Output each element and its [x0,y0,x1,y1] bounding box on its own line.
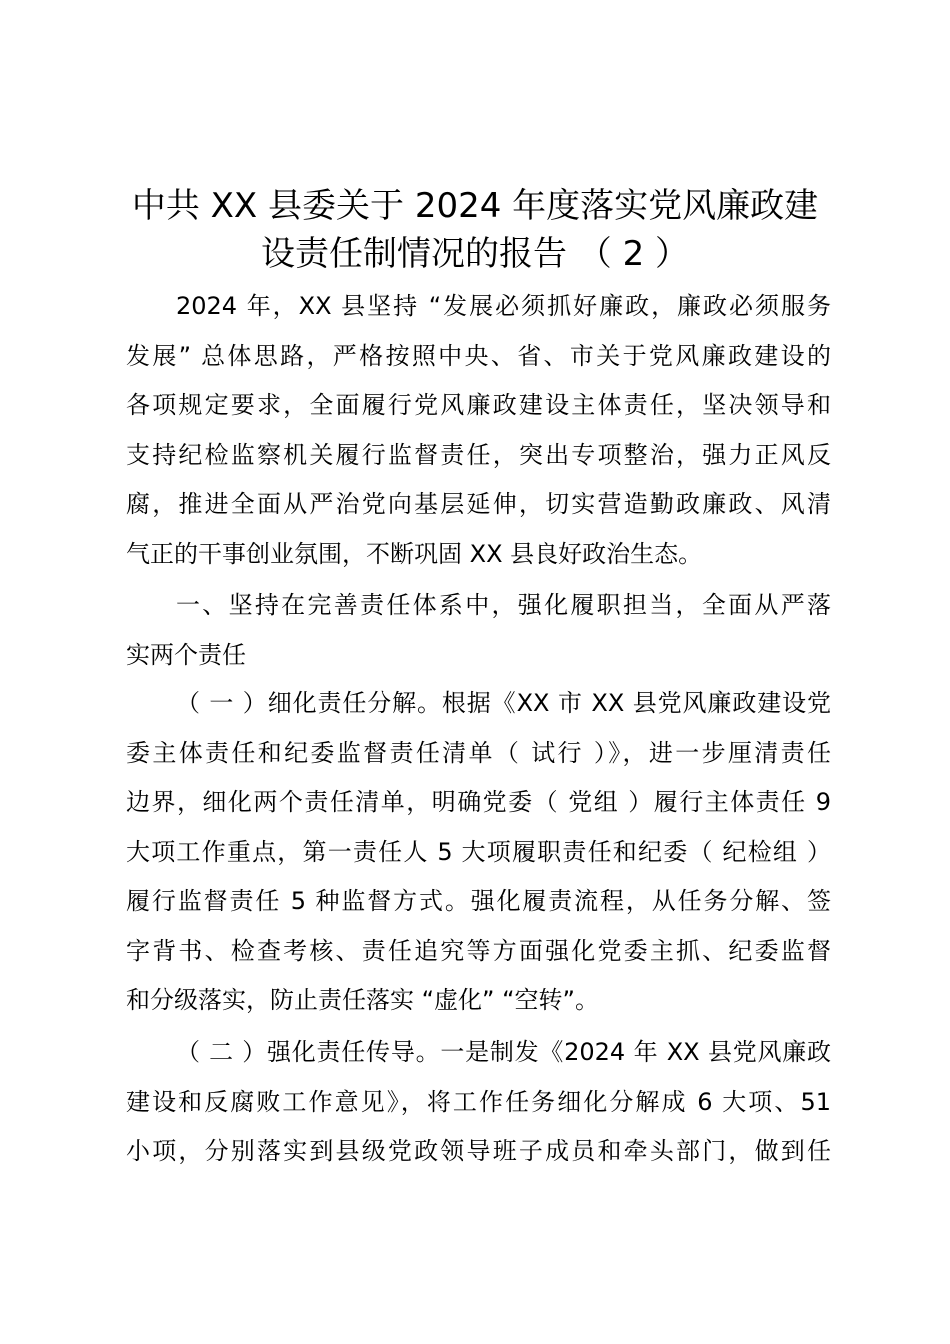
paragraph-line: 小项，分别落实到县级党政领导班子成员和牵头部门，做到任 [126,1137,831,1165]
paragraph-line: 边界，细化两个责任清单，明确党委（ 党组 ）履行主体责任 9 [126,788,831,816]
paragraph-line: 实两个责任 [126,640,246,669]
document-title-line-1: 中共 XX 县委关于 2024 年度落实党风廉政建 [131,186,819,226]
paragraph-strengthen-transmission [126,1028,831,1177]
paragraph-line: 发展” 总体思路，严格按照中央、省、市关于党风廉政建设的 [126,341,831,370]
paragraph-line: 和分级落实，防止责任落实 “虚化” “空转”。 [126,986,599,1014]
paragraph-line: （ 一 ）细化责任分解。根据《XX 市 XX 县党风廉政建设党 [176,689,831,717]
paragraph-line: 大项工作重点，第一责任人 5 大项履职责任和纪委（ 纪检组 ） [126,837,831,866]
paragraph-line: 2024 年，XX 县坚持 “发展必须抓好廉政，廉政必须服务 [176,292,831,320]
paragraph-line: 腐，推进全面从严治党向基层延伸，切实营造勤政廉政、风清 [126,490,831,518]
paragraph-line: 气正的干事创业氛围，不断巩固 XX 县良好政治生态。 [126,539,703,568]
paragraph-intro [126,282,831,579]
document-title-line-2: 设责任制情况的报告 （ 2 ） [260,234,690,274]
paragraph-refine-responsibility [126,679,831,1026]
paragraph-line: （ 二 ）强化责任传导。一是制发《2024 年 XX 县党风廉政 [176,1038,831,1066]
section-heading-1 [126,581,831,680]
paragraph-line: 建设和反腐败工作意见》，将工作任务细化分解成 6 大项、51 [126,1087,831,1116]
paragraph-line: 履行监督责任 5 种监督方式。强化履责流程，从任务分解、签 [126,887,831,915]
paragraph-line: 各项规定要求，全面履行党风廉政建设主体责任，坚决领导和 [126,391,831,419]
paragraph-line: 支持纪检监察机关履行监督责任，突出专项整治，强力正风反 [126,440,831,469]
paragraph-line: 委主体责任和纪委监督责任清单（ 试行 ）》，进一步厘清责任 [126,738,831,767]
paragraph-line: 一、坚持在完善责任体系中，强化履职担当，全面从严落 [176,591,831,619]
paragraph-line: 字背书、检查考核、责任追究等方面强化党委主抓、纪委监督 [126,936,831,965]
